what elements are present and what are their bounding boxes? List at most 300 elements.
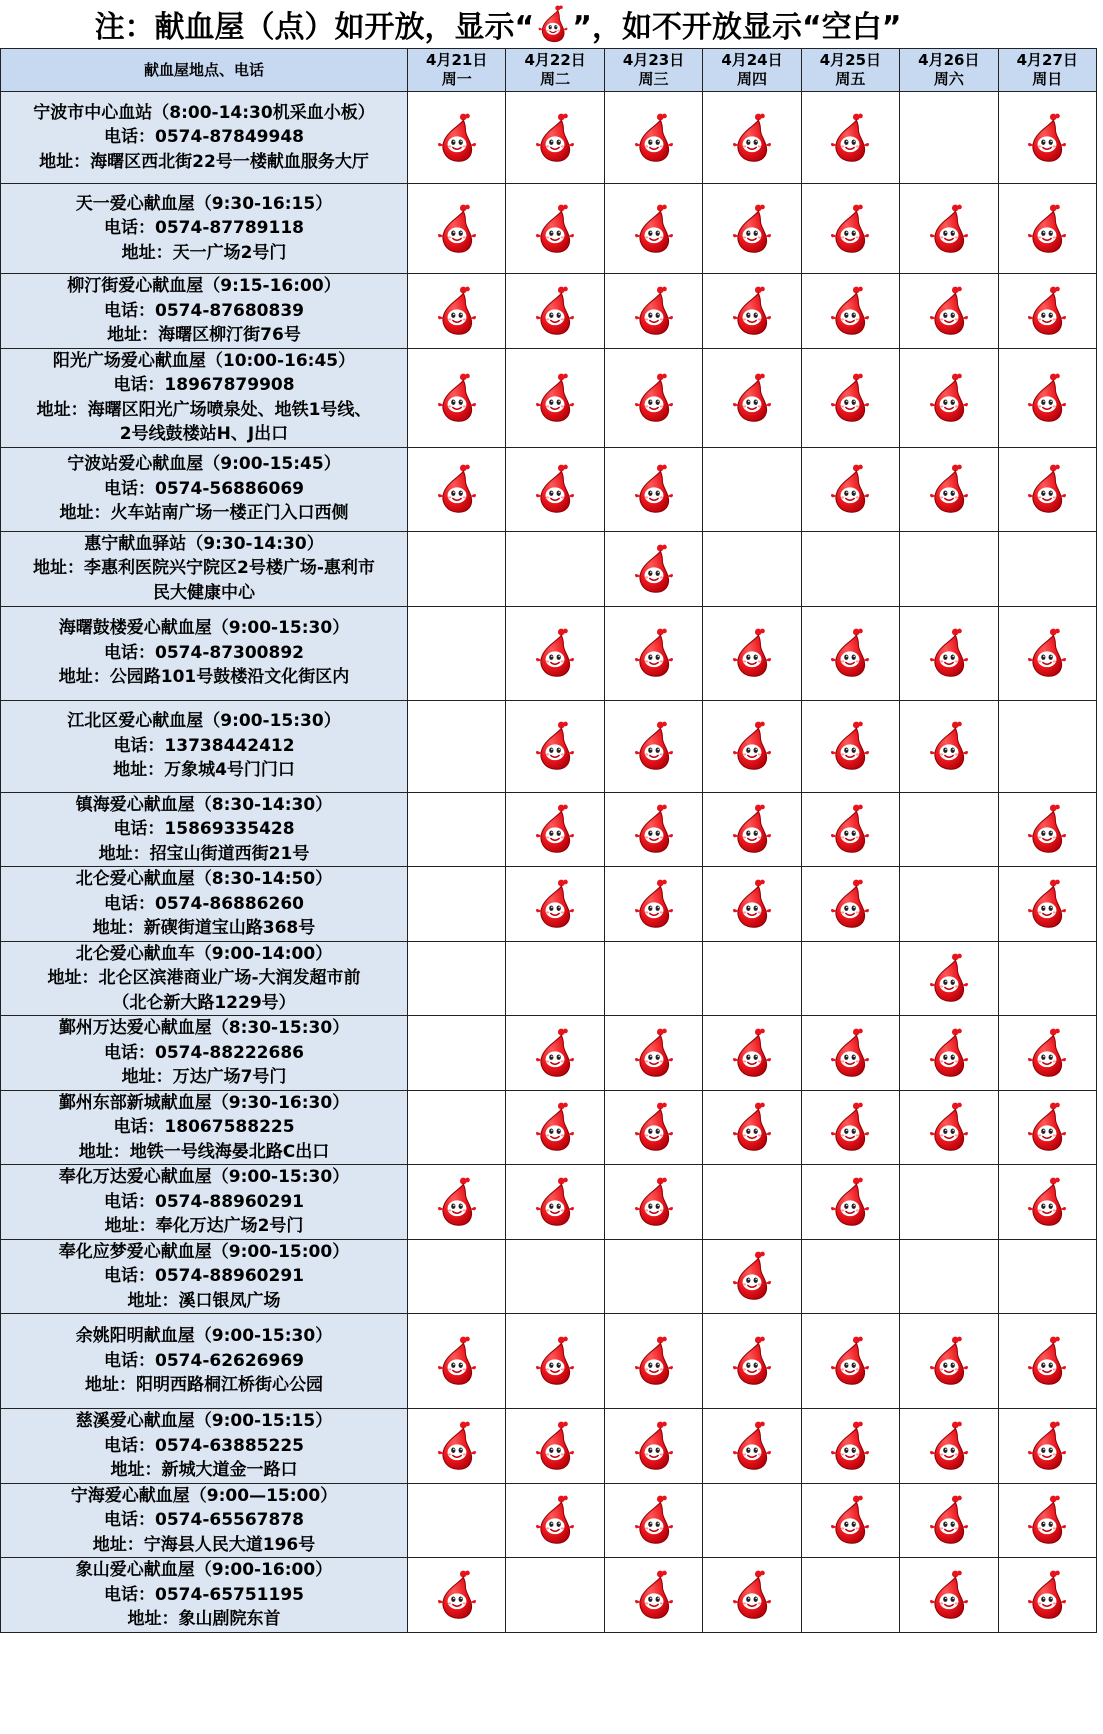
day-cell	[506, 274, 604, 349]
day-cell	[703, 1314, 801, 1409]
note-text-after: ”，如不开放显示“空白”	[572, 10, 902, 45]
day-cell	[900, 92, 998, 184]
blood-drop-mascot-icon	[534, 626, 576, 680]
blood-drop-mascot-icon	[731, 202, 773, 256]
day-cell	[506, 184, 604, 274]
day-cell	[900, 1558, 998, 1633]
day-cell	[604, 1483, 702, 1558]
location-detail: 电话：0574-88960291	[104, 1191, 304, 1212]
day-cell	[703, 1558, 801, 1633]
day-cell	[998, 92, 1096, 184]
table-row	[1, 184, 1097, 274]
blood-drop-mascot-icon	[633, 1334, 675, 1388]
location-detail: 地址：奉化万达广场2号门	[104, 1216, 304, 1236]
day-cell	[998, 348, 1096, 447]
day-cell	[703, 792, 801, 867]
location-cell	[1, 867, 408, 942]
day-cell	[506, 1314, 604, 1409]
location-detail: 电话：0574-65751195	[104, 1584, 304, 1605]
day-cell	[998, 1090, 1096, 1165]
location-detail: 地址：新碶街道宝山路368号	[92, 918, 316, 938]
day-cell	[801, 1483, 899, 1558]
day-cell	[506, 1239, 604, 1314]
day-cell	[506, 700, 604, 792]
table-row	[1, 348, 1097, 447]
location-name: 奉化万达爱心献血屋（9:00-15:30）	[58, 1167, 350, 1187]
day-cell	[703, 1165, 801, 1240]
blood-drop-mascot-icon	[1026, 1419, 1068, 1473]
table-row	[1, 92, 1097, 184]
blood-drop-mascot-icon	[534, 462, 576, 516]
location-detail: 地址：海曙区阳光广场喷泉处、地铁1号线、	[36, 399, 372, 420]
location-detail: 电话：18967879908	[113, 375, 295, 395]
blood-drop-mascot-icon	[1026, 1568, 1068, 1622]
day-cell	[604, 792, 702, 867]
blood-drop-mascot-icon	[534, 1493, 576, 1547]
table-row	[1, 941, 1097, 1016]
day-cell	[408, 92, 506, 184]
day-cell	[408, 274, 506, 349]
blood-drop-mascot-icon	[436, 111, 478, 165]
blood-drop-mascot-icon	[829, 111, 871, 165]
location-detail: 电话：0574-63885225	[104, 1435, 304, 1456]
table-row	[1, 867, 1097, 942]
location-cell	[1, 792, 408, 867]
day-cell	[408, 447, 506, 531]
day-cell	[604, 941, 702, 1016]
blood-drop-mascot-icon	[1026, 877, 1068, 931]
day-cell	[604, 1165, 702, 1240]
day-cell	[703, 1090, 801, 1165]
day-cell	[506, 348, 604, 447]
blood-drop-mascot-icon	[928, 462, 970, 516]
table-row	[1, 1165, 1097, 1240]
day-cell	[801, 348, 899, 447]
blood-drop-mascot-icon	[731, 1568, 773, 1622]
table-row	[1, 1239, 1097, 1314]
day-weekday: 周四	[736, 70, 767, 88]
blood-drop-mascot-icon	[534, 877, 576, 931]
day-cell	[801, 1090, 899, 1165]
location-cell	[1, 447, 408, 531]
day-cell	[604, 447, 702, 531]
day-cell	[703, 1239, 801, 1314]
day-cell	[408, 941, 506, 1016]
day-date: 4月24日	[721, 51, 783, 69]
blood-drop-mascot-icon	[928, 626, 970, 680]
location-cell	[1, 1483, 408, 1558]
blood-drop-mascot-icon	[829, 371, 871, 425]
location-detail: 电话：15869335428	[113, 819, 295, 839]
day-cell	[998, 1314, 1096, 1409]
location-detail: 电话：0574-87680839	[104, 300, 304, 321]
location-name: 惠宁献血驿站（9:30-14:30）	[84, 533, 324, 554]
blood-drop-mascot-icon	[1026, 1334, 1068, 1388]
blood-drop-mascot-icon	[633, 1026, 675, 1080]
location-detail: （北仑新大路1229号）	[112, 992, 296, 1013]
blood-drop-mascot-icon	[928, 1100, 970, 1154]
table-row	[1, 1090, 1097, 1165]
day-cell	[703, 92, 801, 184]
location-cell	[1, 700, 408, 792]
day-weekday: 周五	[835, 70, 866, 88]
day-cell	[900, 1016, 998, 1091]
location-name: 镇海爱心献血屋（8:30-14:30）	[75, 794, 333, 815]
blood-drop-mascot-icon	[534, 1100, 576, 1154]
blood-drop-mascot-icon	[633, 111, 675, 165]
location-column-header: 献血屋地点、电话	[1, 49, 408, 92]
blood-drop-mascot-icon	[436, 202, 478, 256]
day-cell	[900, 867, 998, 942]
blood-drop-mascot-icon	[633, 371, 675, 425]
day-cell	[801, 447, 899, 531]
day-weekday: 周日	[1032, 70, 1063, 88]
location-cell	[1, 274, 408, 349]
location-cell	[1, 1016, 408, 1091]
day-cell	[900, 447, 998, 531]
blood-drop-mascot-icon	[829, 626, 871, 680]
location-name: 宁海爱心献血屋（9:00—15:00）	[70, 1485, 338, 1506]
blood-drop-mascot-icon	[534, 284, 576, 338]
location-detail: 地址：火车站南广场一楼正门入口西侧	[59, 503, 349, 524]
table-row	[1, 531, 1097, 606]
day-cell	[998, 792, 1096, 867]
day-cell	[408, 606, 506, 700]
day-cell	[506, 792, 604, 867]
blood-drop-mascot-icon	[633, 626, 675, 680]
location-cell	[1, 1165, 408, 1240]
day-cell	[703, 700, 801, 792]
blood-drop-mascot-icon	[436, 1568, 478, 1622]
day-cell	[801, 1016, 899, 1091]
day-cell	[900, 531, 998, 606]
blood-drop-mascot-icon	[534, 719, 576, 773]
day-cell	[703, 1409, 801, 1484]
location-cell	[1, 184, 408, 274]
day-cell	[408, 1239, 506, 1314]
donation-schedule-table	[0, 48, 1097, 1633]
location-name: 北仑爱心献血车（9:00-14:00）	[75, 943, 333, 964]
location-cell	[1, 1090, 408, 1165]
day-cell	[801, 867, 899, 942]
blood-drop-mascot-icon	[534, 111, 576, 165]
blood-drop-mascot-icon	[829, 1175, 871, 1229]
blood-drop-mascot-icon	[829, 284, 871, 338]
blood-drop-mascot-icon	[829, 462, 871, 516]
table-row	[1, 1314, 1097, 1409]
day-cell	[998, 447, 1096, 531]
day-cell	[900, 1165, 998, 1240]
blood-drop-mascot-icon	[829, 202, 871, 256]
day-cell	[801, 700, 899, 792]
location-name: 鄞州万达爱心献血屋（8:30-15:30）	[58, 1018, 350, 1038]
blood-drop-mascot-icon	[436, 1419, 478, 1473]
blood-drop-mascot-icon	[829, 719, 871, 773]
day-cell	[604, 1314, 702, 1409]
day-date: 4月22日	[524, 51, 586, 69]
location-name: 余姚阳明献血屋（9:00-15:30）	[75, 1326, 333, 1347]
day-cell	[703, 274, 801, 349]
day-cell	[506, 1090, 604, 1165]
day-cell	[604, 606, 702, 700]
day-cell	[703, 348, 801, 447]
blood-drop-mascot-icon	[928, 1334, 970, 1388]
location-cell	[1, 1409, 408, 1484]
day-weekday: 周一	[441, 70, 472, 88]
blood-drop-mascot-icon	[731, 1334, 773, 1388]
day-cell	[801, 941, 899, 1016]
location-detail: 地址：万达广场7号门	[121, 1067, 287, 1087]
day-cell	[801, 1409, 899, 1484]
table-row	[1, 792, 1097, 867]
blood-drop-mascot-icon	[731, 1100, 773, 1154]
blood-drop-mascot-icon	[928, 1419, 970, 1473]
blood-drop-mascot-icon	[1026, 371, 1068, 425]
blood-drop-mascot-icon	[928, 951, 970, 1005]
blood-drop-mascot-icon	[534, 202, 576, 256]
location-detail: 地址：象山剧院东首	[127, 1609, 281, 1630]
day-cell	[801, 1239, 899, 1314]
blood-drop-mascot-icon	[1026, 462, 1068, 516]
blood-drop-mascot-icon	[534, 1175, 576, 1229]
location-cell	[1, 531, 408, 606]
day-cell	[506, 941, 604, 1016]
table-row	[1, 700, 1097, 792]
day-cell	[408, 1314, 506, 1409]
blood-drop-mascot-icon	[829, 1100, 871, 1154]
day-cell	[408, 531, 506, 606]
day-cell	[801, 792, 899, 867]
location-cell	[1, 941, 408, 1016]
day-date: 4月21日	[426, 51, 488, 69]
blood-drop-mascot-icon	[633, 719, 675, 773]
day-cell	[604, 867, 702, 942]
location-detail: 地址：万象城4号门门口	[113, 760, 295, 781]
day-cell	[604, 700, 702, 792]
location-detail: 地址：溪口银凤广场	[127, 1290, 281, 1311]
day-cell	[998, 531, 1096, 606]
day-cell	[604, 92, 702, 184]
location-cell	[1, 606, 408, 700]
table-row	[1, 1409, 1097, 1484]
location-detail: 电话：0574-87849948	[104, 127, 304, 148]
day-cell	[604, 531, 702, 606]
location-name: 象山爱心献血屋（9:00-16:00）	[75, 1560, 333, 1581]
day-cell	[506, 1558, 604, 1633]
blood-drop-mascot-icon	[731, 1249, 773, 1303]
day-weekday: 周二	[540, 70, 571, 88]
day-date: 4月25日	[819, 51, 882, 69]
day-cell	[408, 348, 506, 447]
blood-drop-mascot-icon	[1026, 111, 1068, 165]
day-cell	[408, 1016, 506, 1091]
day-cell	[900, 274, 998, 349]
location-detail: 2号线鼓楼站H、J出口	[119, 424, 289, 444]
day-cell	[900, 1314, 998, 1409]
day-cell	[506, 447, 604, 531]
blood-drop-mascot-icon	[534, 802, 576, 856]
blood-drop-mascot-icon	[829, 1334, 871, 1388]
day-cell	[998, 700, 1096, 792]
location-cell	[1, 92, 408, 184]
location-cell	[1, 348, 408, 447]
blood-drop-mascot-icon	[1026, 802, 1068, 856]
blood-drop-mascot-icon	[436, 462, 478, 516]
location-cell	[1, 1314, 408, 1409]
day-cell	[801, 184, 899, 274]
location-name: 海曙鼓楼爱心献血屋（9:00-15:30）	[58, 618, 350, 639]
day-column-header	[900, 49, 998, 92]
blood-drop-mascot-icon	[534, 1334, 576, 1388]
day-column-header	[506, 49, 604, 92]
location-detail: 地址：海曙区柳汀街76号	[107, 325, 301, 345]
location-name: 北仑爱心献血屋（8:30-14:50）	[75, 869, 333, 889]
day-cell	[900, 1409, 998, 1484]
day-column-header	[801, 49, 899, 92]
blood-drop-mascot-icon	[1026, 1100, 1068, 1154]
blood-drop-mascot-icon	[536, 4, 570, 44]
day-cell	[408, 1165, 506, 1240]
day-cell	[900, 1090, 998, 1165]
day-cell	[998, 941, 1096, 1016]
day-cell	[604, 1016, 702, 1091]
day-cell	[408, 867, 506, 942]
location-name: 鄞州东部新城献血屋（9:30-16:30）	[58, 1092, 350, 1113]
table-body	[1, 92, 1097, 1633]
location-detail: 电话：18067588225	[113, 1117, 295, 1137]
table-row	[1, 447, 1097, 531]
location-name: 慈溪爱心献血屋（9:00-15:15）	[75, 1411, 333, 1431]
day-cell	[408, 1558, 506, 1633]
day-cell	[604, 1409, 702, 1484]
location-name: 柳汀街爱心献血屋（9:15-16:00）	[67, 276, 341, 296]
day-cell	[506, 1016, 604, 1091]
day-cell	[801, 1314, 899, 1409]
day-cell	[506, 1165, 604, 1240]
day-cell	[900, 941, 998, 1016]
location-name: 江北区爱心献血屋（9:00-15:30）	[67, 711, 341, 732]
blood-drop-mascot-icon	[928, 371, 970, 425]
blood-drop-mascot-icon	[633, 542, 675, 596]
day-cell	[900, 700, 998, 792]
location-detail: 地址：阳明西路桐江桥街心公园	[85, 1375, 323, 1396]
table-row	[1, 1016, 1097, 1091]
blood-drop-mascot-icon	[436, 371, 478, 425]
day-cell	[604, 1239, 702, 1314]
day-cell	[506, 1409, 604, 1484]
blood-drop-mascot-icon	[928, 202, 970, 256]
day-date: 4月23日	[622, 51, 685, 69]
legend-note	[0, 0, 996, 48]
day-cell	[998, 1016, 1096, 1091]
blood-drop-mascot-icon	[633, 462, 675, 516]
day-cell	[703, 447, 801, 531]
blood-drop-mascot-icon	[633, 1100, 675, 1154]
header-row	[1, 49, 1097, 92]
location-cell	[1, 1239, 408, 1314]
blood-drop-mascot-icon	[731, 877, 773, 931]
day-cell	[801, 1165, 899, 1240]
location-detail: 电话：0574-62626969	[104, 1350, 304, 1371]
day-cell	[801, 1558, 899, 1633]
blood-drop-mascot-icon	[436, 284, 478, 338]
day-date: 4月27日	[1016, 51, 1078, 69]
day-cell	[408, 1409, 506, 1484]
day-cell	[703, 184, 801, 274]
day-cell	[408, 184, 506, 274]
blood-drop-mascot-icon	[731, 1419, 773, 1473]
location-detail: 电话：0574-65567878	[104, 1510, 304, 1530]
day-weekday: 周三	[638, 70, 669, 88]
blood-drop-mascot-icon	[731, 111, 773, 165]
day-cell	[900, 184, 998, 274]
blood-drop-mascot-icon	[731, 802, 773, 856]
location-detail: 电话：0574-87300892	[104, 642, 304, 663]
location-detail: 地址：宁海县人民大道196号	[92, 1534, 316, 1555]
day-cell	[604, 274, 702, 349]
day-cell	[506, 606, 604, 700]
blood-drop-mascot-icon	[829, 1419, 871, 1473]
day-cell	[998, 1483, 1096, 1558]
day-cell	[506, 92, 604, 184]
day-cell	[998, 1165, 1096, 1240]
blood-drop-mascot-icon	[829, 802, 871, 856]
day-column-header	[998, 49, 1096, 92]
location-name: 宁波站爱心献血屋（9:00-15:45）	[67, 454, 341, 475]
location-detail: 电话：0574-87789118	[104, 218, 304, 239]
blood-drop-mascot-icon	[633, 1175, 675, 1229]
day-cell	[998, 606, 1096, 700]
location-detail: 地址：李惠利医院兴宁院区2号楼广场-惠利市	[33, 558, 375, 579]
blood-drop-mascot-icon	[731, 284, 773, 338]
blood-drop-mascot-icon	[928, 719, 970, 773]
blood-drop-mascot-icon	[534, 1419, 576, 1473]
location-cell	[1, 1558, 408, 1633]
location-detail: 电话：13738442412	[113, 735, 295, 756]
location-name: 宁波市中心血站（8:00-14:30机采血小板）	[33, 102, 375, 123]
day-cell	[703, 867, 801, 942]
location-detail: 电话：0574-86886260	[104, 893, 304, 914]
day-weekday: 周六	[933, 70, 964, 88]
day-cell	[506, 867, 604, 942]
blood-drop-mascot-icon	[731, 719, 773, 773]
blood-drop-mascot-icon	[1026, 1026, 1068, 1080]
location-detail: 民大健康中心	[153, 582, 255, 603]
day-cell	[900, 1483, 998, 1558]
day-cell	[703, 1016, 801, 1091]
location-detail: 地址：地铁一号线海晏北路C出口	[78, 1141, 330, 1162]
blood-drop-mascot-icon	[1026, 626, 1068, 680]
location-detail: 地址：招宝山街道西街21号	[98, 843, 310, 864]
day-cell	[703, 1483, 801, 1558]
day-cell	[801, 531, 899, 606]
blood-drop-mascot-icon	[829, 1026, 871, 1080]
blood-drop-mascot-icon	[829, 877, 871, 931]
blood-drop-mascot-icon	[1026, 202, 1068, 256]
blood-drop-mascot-icon	[633, 802, 675, 856]
day-cell	[900, 1239, 998, 1314]
day-cell	[998, 867, 1096, 942]
day-cell	[604, 348, 702, 447]
blood-drop-mascot-icon	[1026, 1175, 1068, 1229]
blood-drop-mascot-icon	[436, 1334, 478, 1388]
day-cell	[998, 1558, 1096, 1633]
location-name: 阳光广场爱心献血屋（10:00-16:45）	[52, 350, 356, 371]
blood-drop-mascot-icon	[928, 284, 970, 338]
location-detail: 地址：海曙区西北街22号一楼献血服务大厅	[39, 151, 369, 172]
blood-drop-mascot-icon	[731, 371, 773, 425]
day-cell	[801, 92, 899, 184]
